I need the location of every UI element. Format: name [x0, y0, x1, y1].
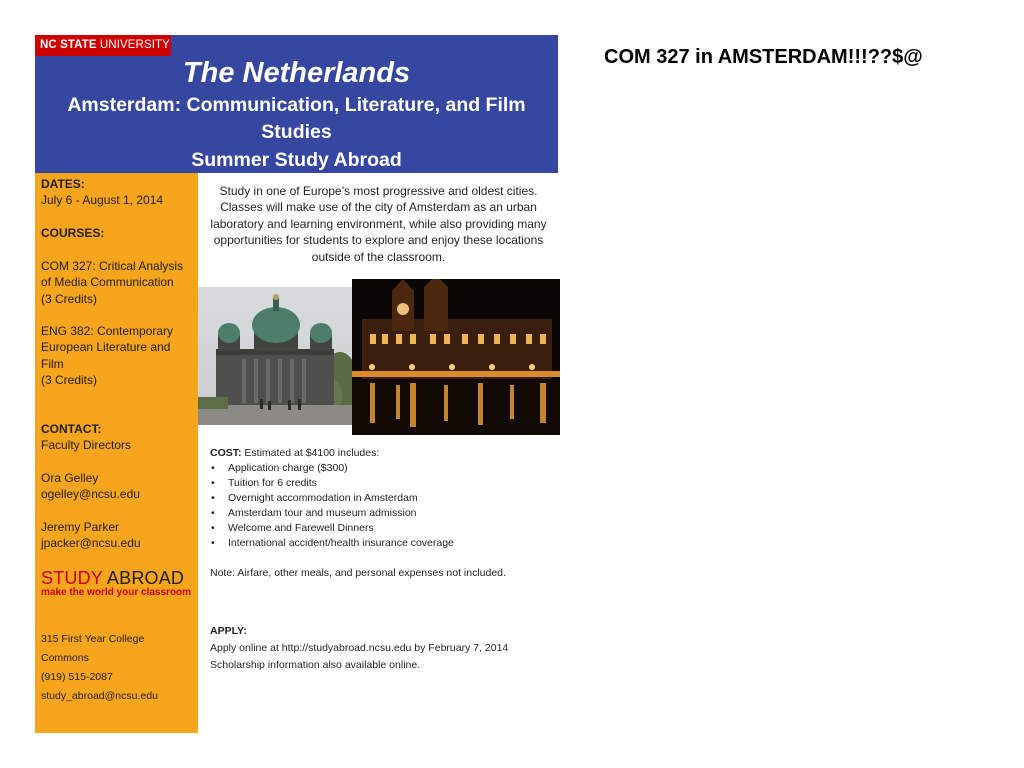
contact-1-name: Ora Gelley: [41, 471, 99, 485]
office-address: [41, 630, 195, 706]
apply-section: [210, 623, 555, 674]
cost-header: [210, 446, 555, 461]
bullet-icon: •: [211, 477, 215, 489]
cathedral-photo: [198, 287, 352, 425]
header-banner: [35, 35, 558, 173]
bullet-icon: •: [211, 507, 215, 519]
logo-tagline: make the world your classroom: [41, 587, 192, 598]
cost-list: [210, 461, 555, 551]
cathedral-image: [198, 287, 352, 425]
contact-label: CONTACT:: [41, 422, 102, 436]
cost-item-text: Amsterdam tour and museum admission: [228, 507, 417, 519]
program-title: Summer Study Abroad: [191, 149, 402, 171]
dates-section: [41, 176, 195, 209]
dates-value: July 6 - August 1, 2014: [41, 193, 164, 208]
list-item: [210, 506, 555, 521]
dates-label: DATES:: [41, 177, 85, 191]
course-2-credits: (3 Credits): [41, 372, 98, 387]
page-title: The Netherlands: [182, 57, 411, 89]
apply-line-2: Scholarship information also available online.: [210, 659, 421, 671]
bullet-icon: •: [211, 462, 215, 474]
amsterdam-night-image: [352, 279, 560, 435]
page-subtitle: Amsterdam: Communication, Literature, and Film Studies: [67, 94, 526, 143]
logo-bold-text: NC STATE: [40, 39, 97, 51]
cost-label: COST:: [210, 447, 242, 459]
ncsu-logo: [35, 35, 171, 56]
course-1-credits: (3 Credits): [41, 291, 98, 306]
cost-note: Note: Airfare, other meals, and personal expenses not included.: [210, 567, 506, 579]
contact-1: [41, 470, 195, 503]
contact-role: Faculty Directors: [41, 438, 132, 453]
list-item: [210, 521, 555, 536]
course-1: [41, 258, 195, 307]
list-item: [210, 536, 555, 551]
address-line-2: Commons: [41, 652, 89, 664]
course-2: [41, 323, 195, 388]
contact-section: [41, 421, 195, 454]
list-item: [210, 491, 555, 506]
courses-section: [41, 225, 195, 241]
contact-1-email[interactable]: ogelley@ncsu.edu: [41, 487, 140, 502]
bullet-icon: •: [211, 522, 215, 534]
cost-summary: Estimated at $4100 includes:: [241, 447, 380, 459]
apply-line-1[interactable]: Apply online at http://studyabroad.ncsu.edu by February 7, 2014: [210, 642, 509, 654]
side-heading: COM 327 in AMSTERDAM!!!??$@: [604, 46, 923, 68]
course-1-title: COM 327: Critical Analysis of Media Communication: [41, 259, 184, 290]
cost-item-text: Tuition for 6 credits: [228, 477, 317, 489]
apply-label: APPLY:: [210, 625, 247, 637]
cost-item-text: Welcome and Farewell Dinners: [228, 522, 374, 534]
logo-rest-text: UNIVERSITY: [99, 39, 170, 51]
office-phone: (919) 515-2087: [41, 671, 113, 683]
amsterdam-night-photo: [352, 279, 560, 435]
cost-item-text: International accident/health insurance coverage: [228, 537, 454, 549]
list-item: [210, 476, 555, 491]
list-item: [210, 461, 555, 476]
cost-item-text: Application charge ($300): [228, 462, 348, 474]
address-line-1: 315 First Year College: [41, 633, 145, 645]
contact-2-name: Jeremy Parker: [41, 520, 120, 534]
logo-abroad-word: ABROAD: [106, 568, 185, 588]
info-sidebar: [35, 173, 198, 733]
courses-label: COURSES:: [41, 226, 105, 240]
study-abroad-logo: [41, 568, 198, 599]
contact-2: [41, 519, 195, 552]
cost-section: [210, 446, 555, 551]
bullet-icon: •: [211, 492, 215, 504]
logo-study-word: STUDY: [41, 568, 103, 588]
intro-paragraph: Study in one of Europe’s most progressive and oldest cities. Classes will make use of the city of Amsterdam as an urban laboratory and learning environment, while also providing many opportunities for students to explore and enjoy these locations outside of the classroom.: [210, 184, 547, 264]
office-email[interactable]: study_abroad@ncsu.edu: [41, 690, 158, 702]
contact-2-email[interactable]: jpacker@ncsu.edu: [41, 536, 141, 551]
bullet-icon: •: [211, 537, 215, 549]
course-2-title: ENG 382: Contemporary European Literature and Film: [41, 324, 174, 371]
cost-item-text: Overnight accommodation in Amsterdam: [228, 492, 418, 504]
